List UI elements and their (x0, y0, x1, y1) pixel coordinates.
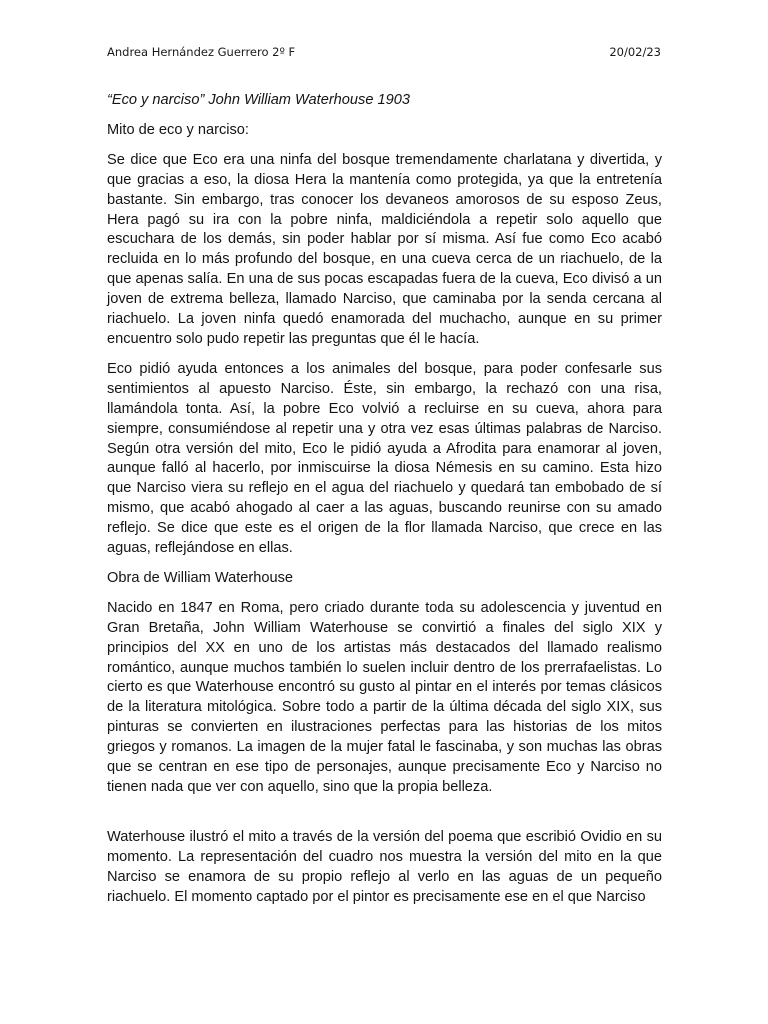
author-name: Andrea Hernández Guerrero 2º F (107, 45, 296, 59)
document-body (107, 91, 662, 918)
document-date: 20/02/23 (609, 45, 661, 59)
blank-line (107, 808, 662, 828)
paragraph-myth-2: Eco pidió ayuda entonces a los animales del bosque, para poder confesarle sus sentimientos al apuesto Narciso. Éste, sin embargo, la rechazó con una risa, llamándola tonta. Así, la pobre Eco volvió a recluirse en su cueva, ahora para siempre, consumiéndose al repetir una y otra vez esas últimas palabras de Narciso. Según otra versión del mito, Eco le pidió ayuda a Afrodita para enamorar al joven, aunque falló al hacerlo, por inmiscuirse la diosa Némesis en su camino. Esta hizo que Narciso viera su reflejo en el agua del riachuelo y quedará tan embobado de sí mismo, que acabó ahogado al caer a las aguas, buscando reunirse con su amado reflejo. Se dice que este es el origen de la flor llamada Narciso, que crece en las aguas, reflejándose en ellas. (107, 360, 662, 557)
document-title: “Eco y narciso” John William Waterhouse 1903 (107, 92, 410, 108)
section-heading-artwork: Obra de William Waterhouse (107, 569, 293, 586)
paragraph-myth-1: Se dice que Eco era una ninfa del bosque tremendamente charlatana y divertida, y que gracias a eso, la diosa Hera la mantenía como protegida, ya que la entretenía bastante. Sin embargo, tras conocer los devaneos amorosos de su esposo Zeus, Hera pagó su ira con la pobre ninfa, maldiciéndola a repetir solo aquello que escuchara de los demás, sin poder hablar por sí misma. Así fue como Eco acabó recluida en lo más profundo del bosque, en una cueva cerca de un riachuelo, de la que apenas salía. En una de sus pocas escapadas fuera de la cueva, Eco divisó a un joven de extrema belleza, llamado Narciso, que caminaba por la senda cercana al riachuelo. La joven ninfa quedó enamorada del muchacho, aunque en su primer encuentro solo pudo repetir las preguntas que él le hacía. (107, 151, 662, 347)
paragraph-painting-description: Waterhouse ilustró el mito a través de la versión del poema que escribió Ovidio en su momento. La representación del cuadro nos muestra la versión del mito en la que Narciso se enamora de su propio reflejo al verlo en las aguas de un pequeño riachuelo. El momento captado por el pintor es precisamente ese en el que Narciso (107, 828, 662, 905)
section-heading-myth: Mito de eco y narciso: (107, 121, 249, 138)
paragraph-artist-bio: Nacido en 1847 en Roma, pero criado durante toda su adolescencia y juventud en Gran Bretaña, John William Waterhouse se convirtió a finales del siglo XIX y principios del XX en uno de los artistas más destacados del llamado realismo romántico, aunque muchos también lo suelen incluir dentro de los prerrafaelistas. Lo cierto es que Waterhouse encontró su gusto al pintar en el interés por temas clásicos de la literatura mitológica. Sobre todo a partir de la última década del siglo XIX, sus pinturas se convierten en ilustraciones perfectas para las historias de los mitos griegos y romanos. La imagen de la mujer fatal le fascinaba, y son muchas las obras que se centran en ese tipo de personajes, aunque precisamente Eco y Narciso no tienen nada que ver con aquello, sino que la propia belleza. (107, 599, 662, 795)
